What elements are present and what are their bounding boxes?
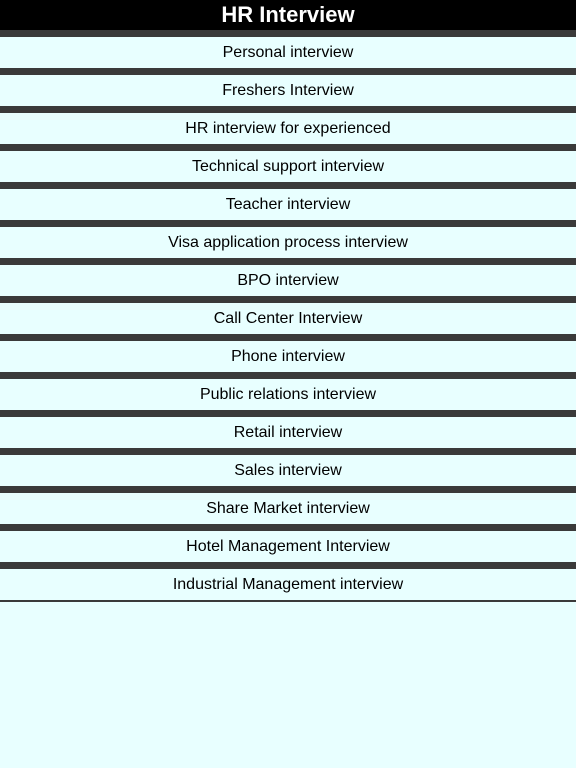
- title-divider: [0, 30, 576, 37]
- list-item-technical-support-interview[interactable]: Technical support interview: [0, 151, 576, 182]
- list-item-sales-interview[interactable]: Sales interview: [0, 455, 576, 486]
- list-item-freshers-interview[interactable]: Freshers Interview: [0, 75, 576, 106]
- list-item-call-center-interview[interactable]: Call Center Interview: [0, 303, 576, 334]
- divider: [0, 410, 576, 417]
- list-item-bpo-interview[interactable]: BPO interview: [0, 265, 576, 296]
- divider: [0, 220, 576, 227]
- list-item-industrial-management-interview[interactable]: Industrial Management interview: [0, 569, 576, 600]
- divider: [0, 372, 576, 379]
- divider: [0, 258, 576, 265]
- divider: [0, 562, 576, 569]
- list-item-public-relations-interview[interactable]: Public relations interview: [0, 379, 576, 410]
- list-item-hr-interview-experienced[interactable]: HR interview for experienced: [0, 113, 576, 144]
- list-item-teacher-interview[interactable]: Teacher interview: [0, 189, 576, 220]
- list-item-retail-interview[interactable]: Retail interview: [0, 417, 576, 448]
- divider: [0, 486, 576, 493]
- list-item-share-market-interview[interactable]: Share Market interview: [0, 493, 576, 524]
- divider: [0, 106, 576, 113]
- divider: [0, 600, 576, 602]
- divider: [0, 296, 576, 303]
- list-item-visa-application-interview[interactable]: Visa application process interview: [0, 227, 576, 258]
- list-item-phone-interview[interactable]: Phone interview: [0, 341, 576, 372]
- divider: [0, 68, 576, 75]
- divider: [0, 334, 576, 341]
- interview-menu-list: [0, 37, 576, 602]
- divider: [0, 524, 576, 531]
- list-item-hotel-management-interview[interactable]: Hotel Management Interview: [0, 531, 576, 562]
- divider: [0, 182, 576, 189]
- list-item-personal-interview[interactable]: Personal interview: [0, 37, 576, 68]
- divider: [0, 448, 576, 455]
- page-title: HR Interview: [0, 0, 576, 30]
- divider: [0, 144, 576, 151]
